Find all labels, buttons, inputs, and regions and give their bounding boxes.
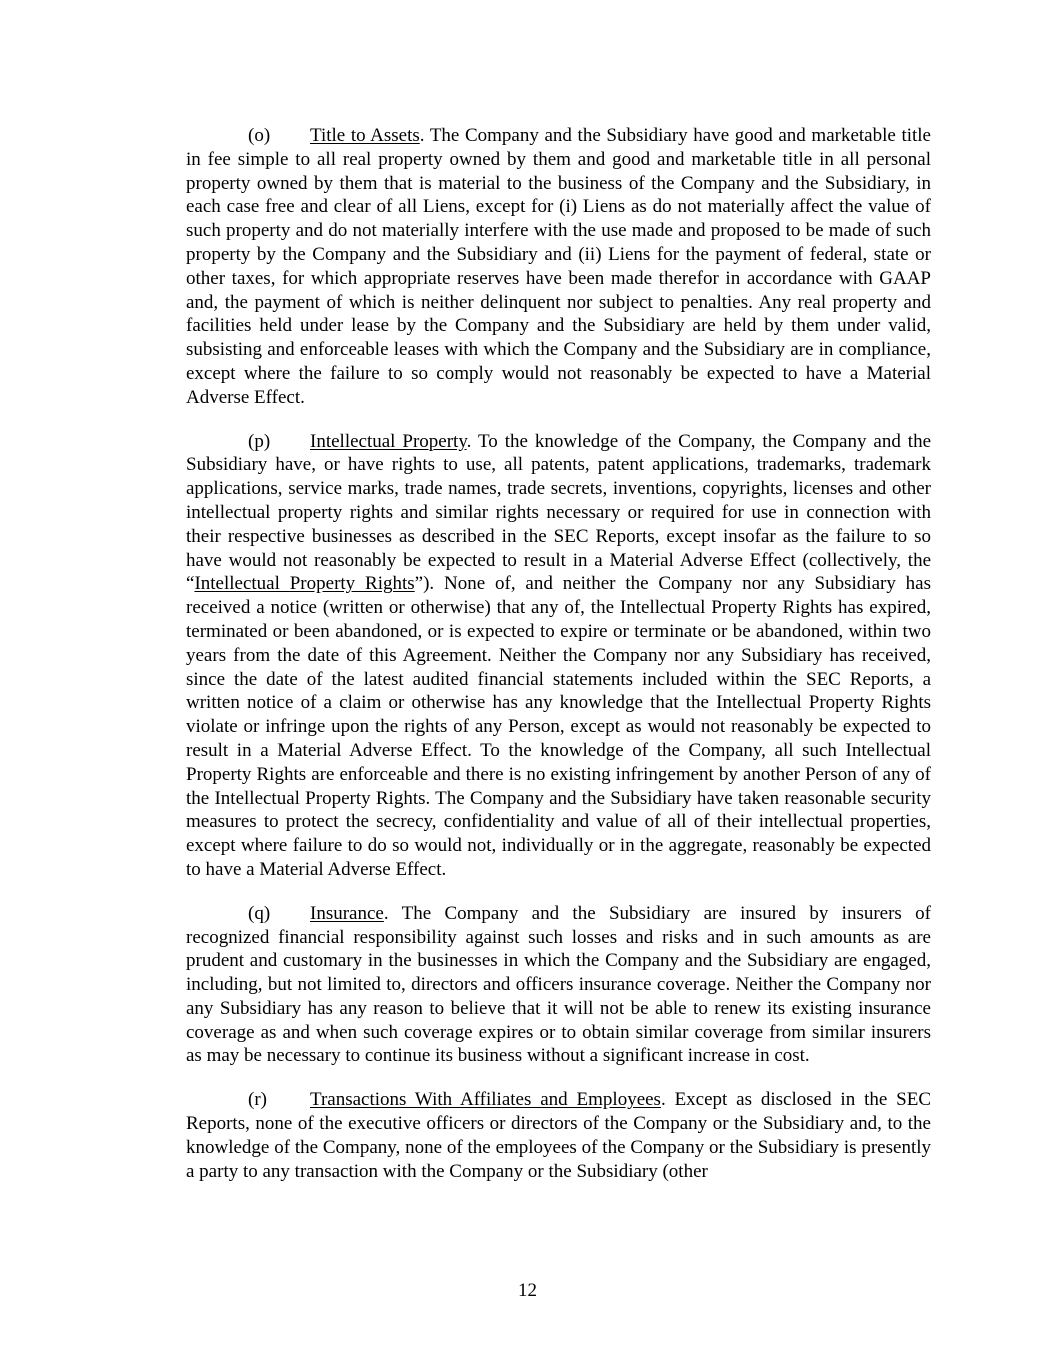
section-number: (o) bbox=[248, 125, 271, 146]
section-body: Except as disclosed in the SEC Reports, none of the executive officers or directors of the Company or the Subsidiary and, to the knowledge of the Company, none of the employees of the Company or the Subsidiary is presently a party to any transaction with the Company or the Subsidiary (other bbox=[186, 1089, 931, 1182]
section-heading: Insurance bbox=[310, 902, 384, 924]
section-heading: Transactions With Affiliates and Employees bbox=[310, 1089, 661, 1111]
section-o bbox=[186, 124, 931, 410]
section-body-cont: ”). None of, and neither the Company nor any Subsidiary has received a notice (written or otherwise) that any of, the Intellectual Property Rights has expired, terminated or been abandoned, or is expected to expire or terminate or be abandoned, within two years from the date of this Agreement. Neither the Company nor any Subsidiary has received, since the date of the latest audited financial statements included within the SEC Reports, a written notice of a claim or otherwise has any knowledge that the Intellectual Property Rights violate or infringe upon the rights of any Person, except as would not reasonably be expected to result in a Material Adverse Effect. To the knowledge of the Company, all such Intellectual Property Rights are enforceable and there is no existing infringement by another Person of any of the Intellectual Property Rights. The Company and the Subsidiary have taken reasonable security measures to protect the secrecy, confidentiality and value of all of their intellectual properties, except where failure to do so would not, individually or in the aggregate, reasonably be expected to have a Material Adverse Effect. bbox=[186, 573, 932, 880]
defined-term: Intellectual Property Rights bbox=[194, 573, 415, 595]
section-number: (r) bbox=[248, 1089, 267, 1111]
document-page bbox=[186, 124, 931, 1203]
heading-punct: . bbox=[466, 430, 478, 452]
section-q bbox=[186, 902, 931, 1069]
section-number: (q) bbox=[248, 902, 271, 924]
heading-punct: . bbox=[383, 902, 402, 924]
page-number: 12 bbox=[518, 1280, 537, 1301]
section-heading: Title to Assets bbox=[310, 125, 420, 146]
section-body: The Company and the Subsidiary have good and marketable title in fee simple to all real property owned by them and good and marketable title in all personal property owned by them that is material to the business of the Company and the Subsidiary, in each case free and clear of all Liens, except for (i) Liens as do not materially affect the value of such property and do not materially interfere with the use made and proposed to be made of such property by the Company and the Subsidiary and (ii) Liens for the payment of federal, state or other taxes, for which appropriate reserves have been made therefor in accordance with GAAP and, the payment of which is neither delinquent nor subject to penalties. Any real property and facilities held under lease by the Company and the Subsidiary are held by them under valid, subsisting and enforceable leases with which the Company and the Subsidiary are in compliance, except where the failure to so comply would not reasonably be expected to have a Material Adverse Effect. bbox=[186, 125, 931, 408]
section-body: To the knowledge of the Company, the Company and the Subsidiary have, or have rights to use, all patents, patent applications, trademarks, trademark applications, service marks, trade names, trade secrets, inventions, copyrights, licenses and other intellectual property rights and similar rights necessary or required for use in connection with their respective businesses as described in the SEC Reports, except insofar as the failure to so have would not reasonably be expected to result in a Material Adverse Effect (collectively, the “ bbox=[186, 430, 931, 595]
heading-punct: . bbox=[660, 1089, 675, 1111]
section-number: (p) bbox=[248, 430, 271, 452]
section-body: The Company and the Subsidiary are insured by insurers of recognized financial responsibility against such losses and risks and in such amounts as are prudent and customary in the businesses in which the Company and the Subsidiary are engaged, including, but not limited to, directors and officers insurance coverage. Neither the Company nor any Subsidiary has any reason to believe that it will not be able to renew its existing insurance coverage as and when such coverage expires or to obtain similar coverage from similar insurers as may be necessary to continue its business without a significant increase in cost. bbox=[186, 902, 931, 1067]
heading-punct: . bbox=[419, 125, 430, 146]
section-r bbox=[186, 1088, 931, 1183]
section-heading: Intellectual Property bbox=[310, 430, 467, 452]
section-p bbox=[186, 430, 931, 882]
